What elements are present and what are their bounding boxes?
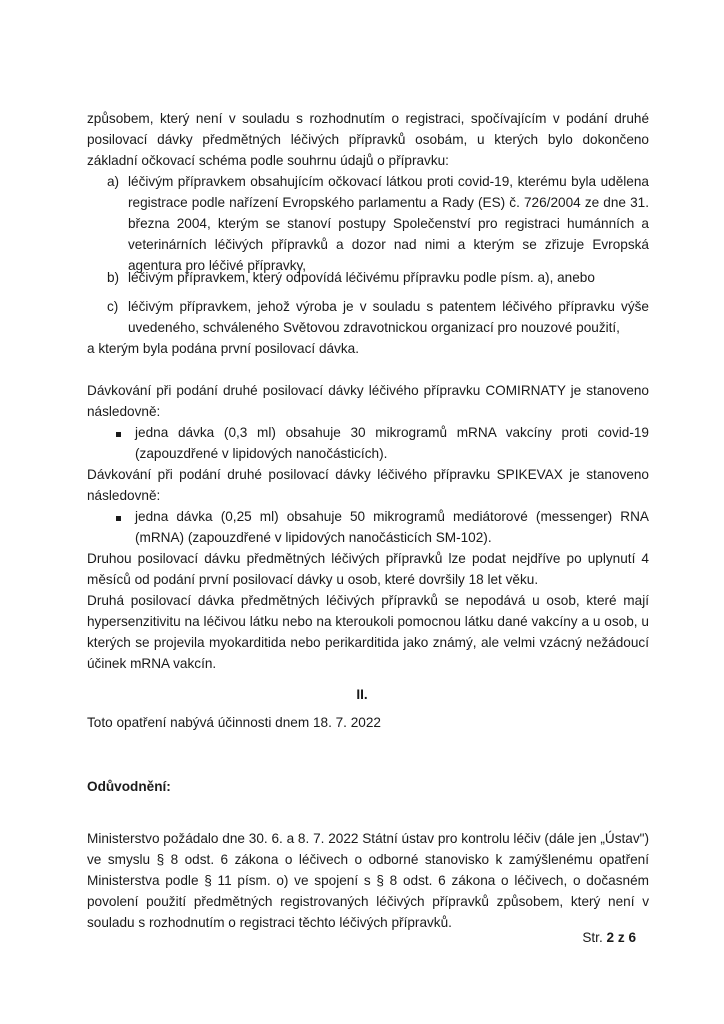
spikevax-paragraph: Dávkování při podání druhé posilovací dávky léčivého přípravku SPIKEVAX je stanoveno následovně:: [87, 467, 649, 503]
timing-paragraph: Druhou posilovací dávku předmětných léčivých přípravků lze podat nejdříve po uplynutí 4 měsíců od podání první posilovací dávky u osob, které dovršily 18 let věku.: [87, 551, 649, 587]
bullet-item-spikevax: [116, 506, 649, 548]
list-item-c: [107, 296, 649, 338]
effect-paragraph: Toto opatření nabývá účinnosti dnem 18. 7. 2022: [87, 715, 381, 730]
contraindication-paragraph: Druhá posilovací dávka předmětných léčivých přípravků se nepodává u osob, které mají hypersenzitivitu na léčivou látku nebo na kteroukoli pomocnou látku dané vakcíny a u osob, u kterých se projevila myokarditida nebo perikarditida jako známý, ale velmi vzácný nežádoucí účinek mRNA vakcín.: [87, 593, 649, 671]
page-number: [582, 927, 636, 948]
list-item-text: léčivým přípravkem, jehož výroba je v souladu s patentem léčivého přípravku výše uvedeného, schváleného Světovou zdravotnickou organizací pro nouzové použití,: [128, 299, 649, 335]
bullet-text: jedna dávka (0,25 ml) obsahuje 50 mikrogramů mediátorové (messenger) RNA (mRNA) (zapouzdřené v lipidových nanočásticích SM-102).: [135, 509, 649, 545]
intro-paragraph: způsobem, který není v souladu s rozhodnutím o registraci, spočívajícím v podání druhé posilovací dávky předmětných léčivých přípravků osobám, u kterých bylo dokončeno základní očkovací schéma podle souhrnu údajů o přípravku:: [87, 111, 649, 168]
page-separator: z: [617, 930, 625, 945]
list-item-text: léčivým přípravkem, který odpovídá léčivému přípravku podle písm. a), anebo: [128, 270, 595, 285]
after-list-paragraph: a kterým byla podána první posilovací dávka.: [87, 341, 360, 356]
page-current: 2: [606, 930, 615, 945]
reasoning-heading: Odůvodnění:: [87, 779, 171, 794]
list-item-a: [107, 171, 649, 276]
list-item-text: léčivým přípravkem obsahujícím očkovací látkou proti covid-19, kterému byla udělena registrace podle nařízení Evropského parlamentu a Rady (ES) č. 726/2004 ze dne 31. března 2004, kterým se stanoví postupy Společenství pro registraci humánních a veterinárních léčivých přípravků a dozor nad nimi a kterým se zřizuje Evropská agentura pro léčivé přípravky,: [128, 174, 649, 273]
page-prefix: Str.: [582, 930, 603, 945]
section-heading-ii: II.: [356, 687, 368, 702]
bullet-text: jedna dávka (0,3 ml) obsahuje 30 mikrogramů mRNA vakcíny proti covid-19 (zapouzdřené v lipidových nanočásticích).: [135, 425, 649, 461]
list-item-b: [107, 267, 649, 288]
bullet-icon: [116, 506, 135, 548]
list-marker: c): [107, 299, 119, 314]
reasoning-paragraph: Ministerstvo požádalo dne 30. 6. a 8. 7. 2022 Státní ústav pro kontrolu léčiv (dále jen „Ústav") ve smyslu § 8 odst. 6 zákona o léčivech o odborné stanovisko k zamýšlenému opatření Ministerstva podle § 11 písm. o) ve spojení s § 8 odst. 6 zákona o léčivech, o dočasném povolení použití předmětných registrovaných léčivých přípravků způsobem, který není v souladu s rozhodnutím o registraci těchto léčivých přípravků.: [87, 831, 649, 930]
list-marker: b): [107, 270, 120, 285]
bullet-icon: [116, 422, 135, 464]
list-marker: a): [107, 174, 120, 189]
page-total: 6: [628, 930, 636, 945]
bullet-item-comirnaty: [116, 422, 649, 464]
comirnaty-paragraph: Dávkování při podání druhé posilovací dávky léčivého přípravku COMIRNATY je stanoveno následovně:: [87, 383, 649, 419]
